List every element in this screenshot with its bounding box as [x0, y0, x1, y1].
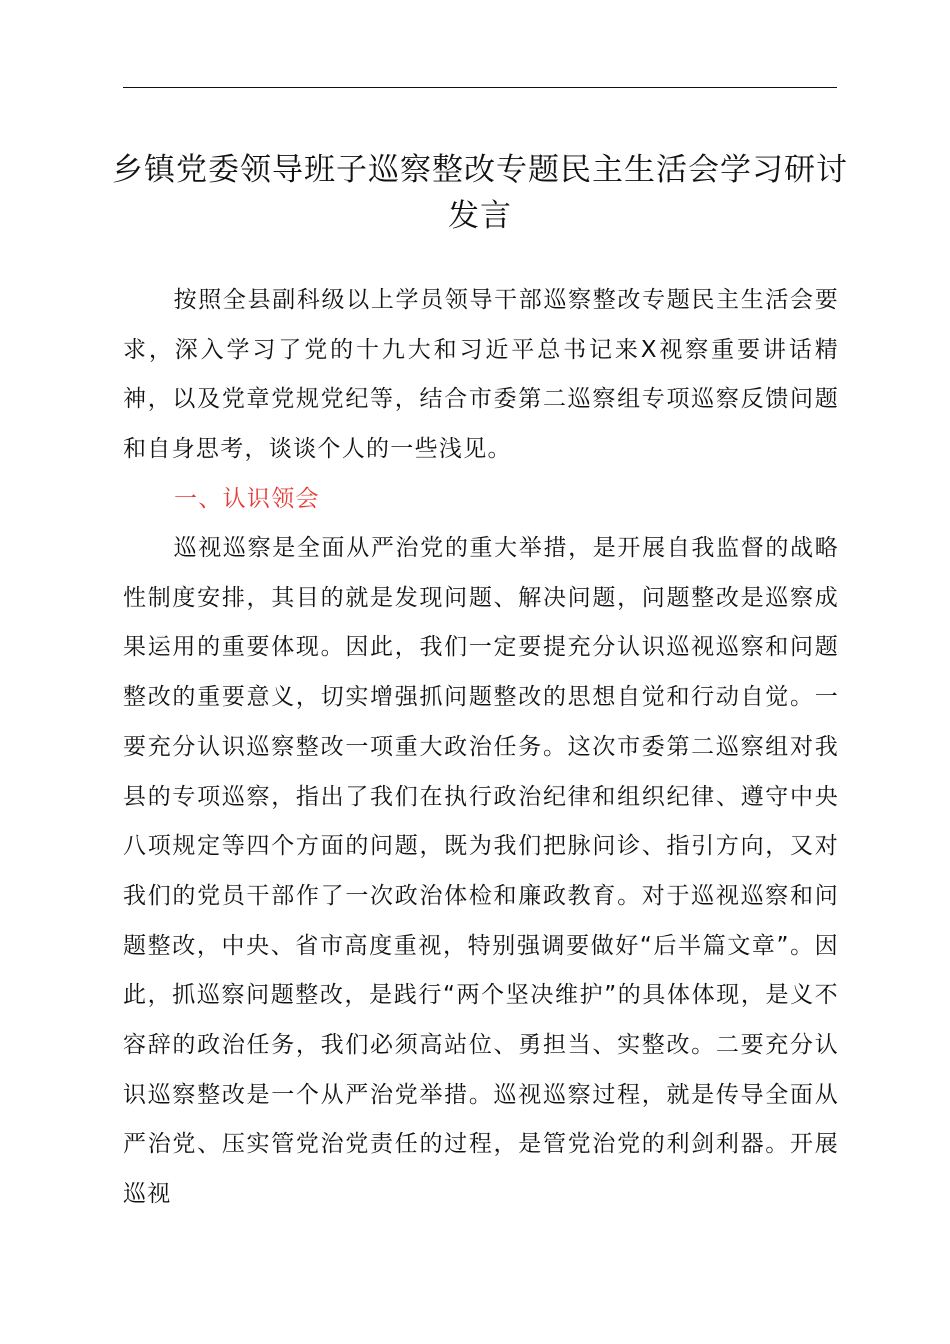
intro-paragraph: 按照全县副科级以上学员领导干部巡察整改专题民主生活会要求，深入学习了党的十九大和习近平总书记来X视察重要讲话精神，以及党章党规党纪等，结合市委第二巡察组专项巡察反馈问题和自身思考，谈谈个人的一些浅见。: [123, 287, 839, 463]
header-rule: [123, 87, 837, 88]
section-heading: 一、认识领会: [174, 486, 320, 512]
document-title: 乡镇党委领导班子巡察整改专题民主生活会学习研讨发言: [112, 152, 848, 234]
section-paragraph: 巡视巡察是全面从严治党的重大举措，是开展自我监督的战略性制度安排，其目的就是发现问题、解决问题，问题整改是巡察成果运用的重要体现。因此，我们一定要提充分认识巡视巡察和问题整改的重要意义，切实增强抓问题整改的思想自觉和行动自觉。一要充分认识巡察整改一项重大政治任务。这次市委第二巡察组对我县的专项巡察，指出了我们在执行政治纪律和组织纪律、遵守中央八项规定等四个方面的问题，既为我们把脉问诊、指引方向，又对我们的党员干部作了一次政治体检和廉政教育。对于巡视巡察和问题整改，中央、省市高度重视，特别强调要做好“后半篇文章”。因此，抓巡察问题整改，是践行“两个坚决维护”的具体体现，是义不容辞的政治任务，我们必须高站位、勇担当、实整改。二要充分认识巡察整改是一个从严治党举措。巡视巡察过程，就是传导全面从严治党、压实管党治党责任的过程，是管党治党的利剑利器。开展巡视: [123, 535, 839, 1208]
